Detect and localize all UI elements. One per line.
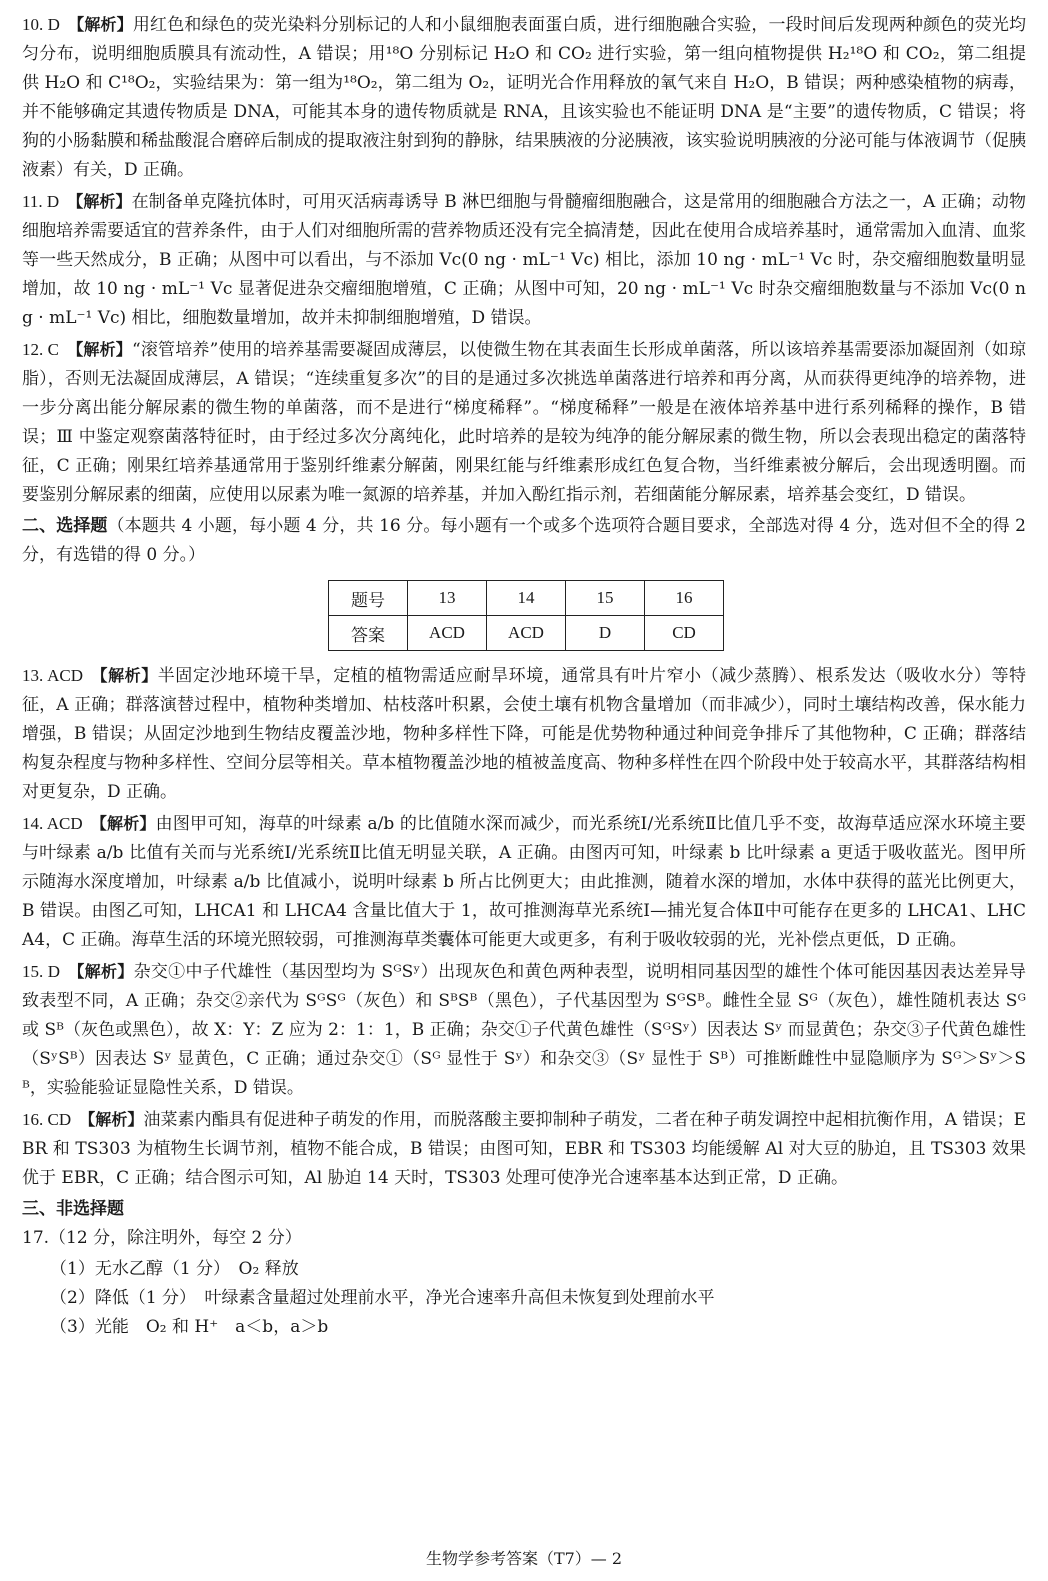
table-cell: 题号 <box>329 581 408 616</box>
table-cell: 14 <box>487 581 566 616</box>
question-number: 11. D <box>22 192 60 211</box>
section-title: 二、选择题 <box>22 516 108 536</box>
analysis-text: 在制备单克隆抗体时，可用灭活病毒诱导 B 淋巴细胞与骨髓瘤细胞融合，这是常用的细胞融合方法之一，A 正确；动物细胞培养需要适宜的营养条件，由于人们对细胞所需的营养物质还没有完全搞清楚，因此在使用合成培养基时，通常需加入血清、血浆等一些天然成分，B 正确；从图中可以看出，与不添加 Vc(0 ng · mL⁻¹ Vc) 相比，添加 10 ng · mL⁻¹ Vc 时，杂交瘤细胞数量明显增加，故 10 ng · mL⁻¹ Vc 显著促进杂交瘤细胞增殖，C 正确；从图中可知，20 ng · mL⁻¹ Vc 时杂交瘤细胞数量与不添加 Vc(0 ng · mL⁻¹ Vc) 相比，细胞数量增加，故并未抑制细胞增殖，D 错误。 <box>22 192 1026 328</box>
analysis-tag: 【解析】 <box>67 192 132 211</box>
table-row <box>329 581 724 616</box>
section-description: （本题共 4 小题，每小题 4 分，共 16 分。每小题有一个或多个选项符合题目要求，全部选对得 4 分，选对但不全的得 2 分，有选错的得 0 分。） <box>22 516 1026 565</box>
analysis-tag: 【解析】 <box>91 666 158 685</box>
analysis-tag: 【解析】 <box>79 1110 144 1129</box>
question-number: 10. D <box>22 15 60 34</box>
table-cell: ACD <box>408 616 487 651</box>
table-cell: ACD <box>487 616 566 651</box>
analysis-tag: 【解析】 <box>67 340 132 359</box>
table-cell: 答案 <box>329 616 408 651</box>
table-cell: CD <box>645 616 724 651</box>
question-16 <box>22 1105 1026 1193</box>
analysis-text: 半固定沙地环境干旱，定植的植物需适应耐旱环境，通常具有叶片窄小（减少蒸腾）、根系发达（吸收水分）等特征，A 正确；群落演替过程中，植物种类增加、枯枝落叶积累，会使土壤有机物含量增加（而非减少），同时土壤结构改善，保水能力增强，B 错误；从固定沙地到生物结皮覆盖沙地，物种多样性下降，可能是优势物种通过种间竞争排斥了其他物种，C 正确；群落结构复杂程度与物种多样性、空间分层等相关。草本植物覆盖沙地的植被盖度高、物种多样性在四个阶段中处于较高水平，其群落结构相对更复杂，D 正确。 <box>22 666 1026 802</box>
question-12 <box>22 335 1026 510</box>
question-11 <box>22 187 1026 333</box>
section-2-heading <box>22 512 1026 570</box>
question-17-part-3: （3）光能 O₂ 和 H⁺ a＜b，a＞b <box>50 1317 329 1337</box>
question-number: 16. CD <box>22 1110 72 1129</box>
analysis-text: 油菜素内酯具有促进种子萌发的作用，而脱落酸主要抑制种子萌发，二者在种子萌发调控中起相抗衡作用，A 错误；EBR 和 TS303 为植物生长调节剂，植物不能合成，B 错误；由图可知，EBR 和 TS303 均能缓解 Al 对大豆的胁迫，且 TS303 效果优于 EBR，C 正确；结合图示可知，Al 胁迫 14 天时，TS303 处理可使净光合速率基本达到正常，D 正确。 <box>22 1110 1026 1188</box>
answer-table <box>328 580 724 651</box>
question-17-part-1: （1）无水乙醇（1 分） O₂ 释放 <box>50 1259 299 1279</box>
question-13 <box>22 661 1026 807</box>
analysis-text: 用红色和绿色的荧光染料分别标记的人和小鼠细胞表面蛋白质，进行细胞融合实验，一段时间后发现两种颜色的荧光均匀分布，说明细胞质膜具有流动性，A 错误；用¹⁸O 分别标记 H₂O 和 CO₂ 进行实验，第一组向植物提供 H₂¹⁸O 和 CO₂，第二组提供 H₂O 和 C¹⁸O₂，实验结果为：第一组为¹⁸O₂，第二组为 O₂，证明光合作用释放的氧气来自 H₂O，B 错误；两种感染植物的病毒，并不能够确定其遗传物质是 DNA，可能其本身的遗传物质就是 RNA，且该实验也不能证明 DNA 是“主要”的遗传物质，C 错误；将狗的小肠黏膜和稀盐酸混合磨碎后制成的提取液注射到狗的静脉，结果胰液的分泌胰液，该实验说明胰液的分泌可能与体液调节（促胰液素）有关，D 正确。 <box>22 15 1027 180</box>
table-cell: 13 <box>408 581 487 616</box>
question-14 <box>22 809 1026 955</box>
question-number: 13. ACD <box>22 666 84 685</box>
question-number: 12. C <box>22 340 60 359</box>
table-cell: 16 <box>645 581 724 616</box>
analysis-text: 杂交①中子代雄性（基因型均为 SᴳSʸ）出现灰色和黄色两种表型，说明相同基因型的雄性个体可能因基因表达差异导致表型不同，A 正确；杂交②亲代为 SᴳSᴳ（灰色）和 SᴮSᴮ（黑色），子代基因型为 SᴳSᴮ。雌性全显 Sᴳ（灰色），雄性随机表达 Sᴳ 或 Sᴮ（灰色或黑色），故 X：Y：Z 应为 2：1：1，B 正确；杂交①子代黄色雄性（SᴳSʸ）因表达 Sʸ 而显黄色；杂交③子代黄色雄性（SʸSᴮ）因表达 Sʸ 显黄色，C 正确；通过杂交①（Sᴳ 显性于 Sʸ）和杂交③（Sʸ 显性于 Sᴮ）可推断雌性中显隐顺序为 Sᴳ＞Sʸ＞Sᴮ，实验能验证显隐性关系，D 错误。 <box>22 962 1026 1098</box>
table-cell: 15 <box>566 581 645 616</box>
page-footer: 生物学参考答案（T7）— 2 <box>425 1549 623 1568</box>
table-row <box>329 616 724 651</box>
answer-page <box>22 10 1026 1342</box>
analysis-text: 由图甲可知，海草的叶绿素 a/b 的比值随水深而减少，而光系统Ⅰ/光系统Ⅱ比值几乎不变，故海草适应深水环境主要与叶绿素 a/b 比值有关而与光系统Ⅰ/光系统Ⅱ比值无明显关联，A 正确。由图丙可知，叶绿素 b 比叶绿素 a 更适于吸收蓝光。图甲所示随海水深度增加，叶绿素 a/b 比值减小，说明叶绿素 b 所占比例更大；由此推测，随着水深的增加，水体中获得的蓝光比例更大，B 错误。由图乙可知，LHCA1 和 LHCA4 含量比值大于 1，故可推测海草光系统Ⅰ—捕光复合体Ⅱ中可能存在更多的 LHCA1、LHCA4，C 正确。海草生活的环境光照较弱，可推测海草类囊体可能更大或更多，有利于吸收较弱的光，光补偿点更低，D 正确。 <box>22 814 1026 950</box>
section-3-heading: 三、非选择题 <box>22 1199 124 1219</box>
question-number: 15. D <box>22 962 61 981</box>
question-17-part-2: （2）降低（1 分） 叶绿素含量超过处理前水平，净光合速率升高但未恢复到处理前水平 <box>50 1288 715 1308</box>
table-cell: D <box>566 616 645 651</box>
analysis-tag: 【解析】 <box>67 15 133 34</box>
analysis-tag: 【解析】 <box>90 814 156 833</box>
question-number: 14. ACD <box>22 814 83 833</box>
analysis-text: “滚管培养”使用的培养基需要凝固成薄层，以使微生物在其表面生长形成单菌落，所以该培养基需要添加凝固剂（如琼脂），否则无法凝固成薄层，A 错误；“连续重复多次”的目的是通过多次挑选单菌落进行培养和再分离，从而获得更纯净的培养物，进一步分离出能分解尿素的微生物的单菌落，而不是进行“梯度稀释”。“梯度稀释”一般是在液体培养基中进行系列稀释的操作，B 错误；Ⅲ 中鉴定观察菌落特征时，由于经过多次分离纯化，此时培养的是较为纯净的能分解尿素的微生物，所以会表现出稳定的菌落特征，C 正确；刚果红培养基通常用于鉴别纤维素分解菌，刚果红能与纤维素形成红色复合物，当纤维素被分解后，会出现透明圈。而要鉴别分解尿素的细菌，应使用以尿素为唯一氮源的培养基，并加入酚红指示剂，若细菌能分解尿素，培养基会变红，D 错误。 <box>22 340 1026 505</box>
question-10 <box>22 10 1026 185</box>
question-17-header: 17.（12 分，除注明外，每空 2 分） <box>22 1228 302 1248</box>
question-15 <box>22 957 1026 1103</box>
analysis-tag: 【解析】 <box>68 962 134 981</box>
